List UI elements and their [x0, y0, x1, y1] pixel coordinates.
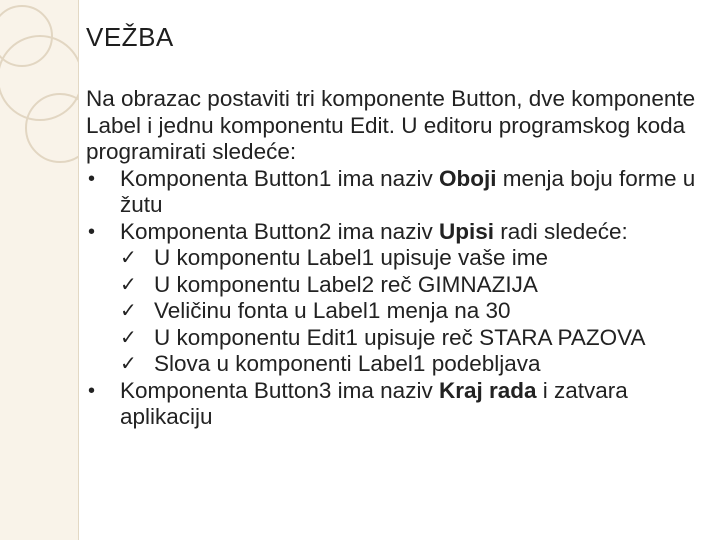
slide-body: [86, 86, 706, 431]
button-name-bold: Upisi: [438, 218, 494, 244]
button-name-bold: Oboji: [438, 165, 497, 191]
check-icon: ✓: [120, 353, 137, 375]
check-icon: ✓: [120, 247, 137, 269]
bullet-item: [86, 378, 706, 431]
check-icon: ✓: [120, 326, 137, 349]
bullet-text-start: Komponenta Button1 ima naziv: [120, 165, 439, 191]
bullet-item: [86, 219, 706, 378]
checklist-text: U komponentu Label1 upisuje vaše ime: [154, 245, 548, 270]
bullet-marker: •: [88, 167, 96, 190]
button-name-bold: Kraj rada: [438, 377, 537, 403]
bullet-text: [120, 219, 628, 244]
checklist-item: [120, 272, 706, 299]
check-icon: ✓: [120, 273, 137, 296]
checklist-text: U komponentu Edit1 upisuje reč STARA PAZOVA: [154, 324, 646, 350]
bullet-text-start: Komponenta Button2 ima naziv: [120, 218, 439, 244]
check-icon: ✓: [120, 300, 137, 322]
bullet-text: [120, 378, 628, 430]
left-decor-panel: [0, 0, 79, 540]
slide-title: VEŽBA: [86, 22, 174, 52]
bullet-marker: •: [88, 220, 96, 243]
intro-paragraph: Na obrazac postaviti tri komponente Button, dve komponente Label i jednu komponentu Edit. U editoru programskog koda programirati sledeće:: [86, 86, 696, 164]
bullet-marker: •: [88, 379, 96, 402]
bullet-text: [120, 166, 695, 218]
checklist-item: [120, 245, 706, 272]
decorative-rings: [0, 0, 78, 200]
bullet-text-end: i zatvara aplikaciju: [120, 377, 628, 429]
checklist-item: [120, 325, 706, 352]
checklist-text: Slova u komponenti Label1 podebljava: [154, 351, 541, 376]
bullet-text-end: menja boju forme u žutu: [120, 165, 696, 217]
checklist-item: [120, 298, 706, 325]
bullet-item: [86, 166, 706, 219]
bullet-text-end: radi sledeće:: [493, 218, 628, 244]
checklist-text: U komponentu Label2 reč GIMNAZIJA: [154, 271, 538, 297]
checklist-text: Veličinu fonta u Label1 menja na 30: [154, 298, 511, 323]
checklist-item: [120, 351, 706, 378]
bullet-text-start: Komponenta Button3 ima naziv: [120, 377, 439, 403]
